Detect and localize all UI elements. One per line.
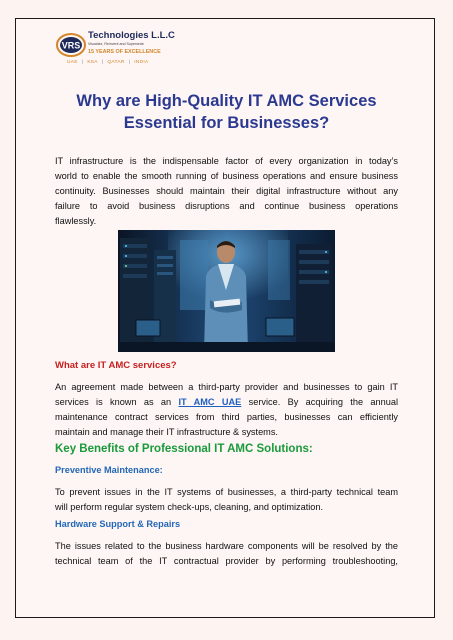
section1-line-2-before: services is known as an [55,397,172,407]
intro-line-3: continuity. Businesses should maintain their digital infrastructure without any [55,186,398,196]
title-line-2: Essential for Businesses? [123,114,330,132]
logo-years-badge: 15 YEARS OF EXCELLENCE [88,49,161,55]
section-heading-what-are-it-amc: What are IT AMC services? [55,360,177,371]
section1-line-4: maintain and manage their IT infrastructure & systems. [55,427,278,437]
server-room-photo [118,230,335,352]
country-india: INDIA [134,60,149,65]
server-room-illustration [118,230,335,352]
logo-countries: UAE | KSA | QATAR | INDIA [67,60,149,65]
section1-line-2-after: service. By acquiring the annual [248,397,398,407]
country-qatar: QATAR [107,60,125,65]
section1-paragraph [55,380,398,440]
intro-paragraph [55,154,398,229]
hardware-line-2: technical team of the IT contractual provider by performing troubleshooting, [55,556,398,566]
country-ksa: KSA [87,60,98,65]
intro-line-4: failure to avoid business disruptions and continue business operations [55,201,398,211]
page-title [40,90,413,134]
section-heading-key-benefits: Key Benefits of Professional IT AMC Solutions: [55,443,313,455]
hardware-support-paragraph [55,539,398,569]
intro-line-5: flawlessly. [55,216,97,226]
vrs-logo-mark [56,32,86,58]
subheading-hardware-support: Hardware Support & Repairs [55,519,181,529]
subheading-preventive-maintenance: Preventive Maintenance: [55,465,163,475]
preventive-maintenance-paragraph [55,485,398,515]
intro-line-1: IT infrastructure is the indispensable factor of every organization in today’s [55,156,398,166]
hardware-line-1: The issues related to the business hardware components will be resolved by the [55,541,398,551]
company-logo [56,30,186,68]
preventive-line-2: will perform regular system check-ups, cleaning, and optimization. [55,502,324,512]
preventive-line-1: To prevent issues in the IT systems of businesses, a third-party technical team [55,487,398,497]
logo-tagline: Visualize, Reinvent and Supersede [88,42,144,46]
logo-mark-text: VRS [61,40,81,51]
section1-line-2 [55,395,398,410]
country-uae: UAE [67,60,78,65]
intro-line-2: world to enable the smooth running of business operations and ensure business [55,171,398,181]
logo-company-name: Technologies L.L.C [88,30,175,41]
section1-line-1: An agreement made between a third-party provider and businesses to gain IT [55,382,398,392]
title-line-1: Why are High-Quality IT AMC Services [76,92,377,110]
it-amc-uae-link[interactable]: IT AMC UAE [178,397,242,407]
section1-line-3: maintenance contract services from third parties, businesses can efficiently [55,412,398,422]
